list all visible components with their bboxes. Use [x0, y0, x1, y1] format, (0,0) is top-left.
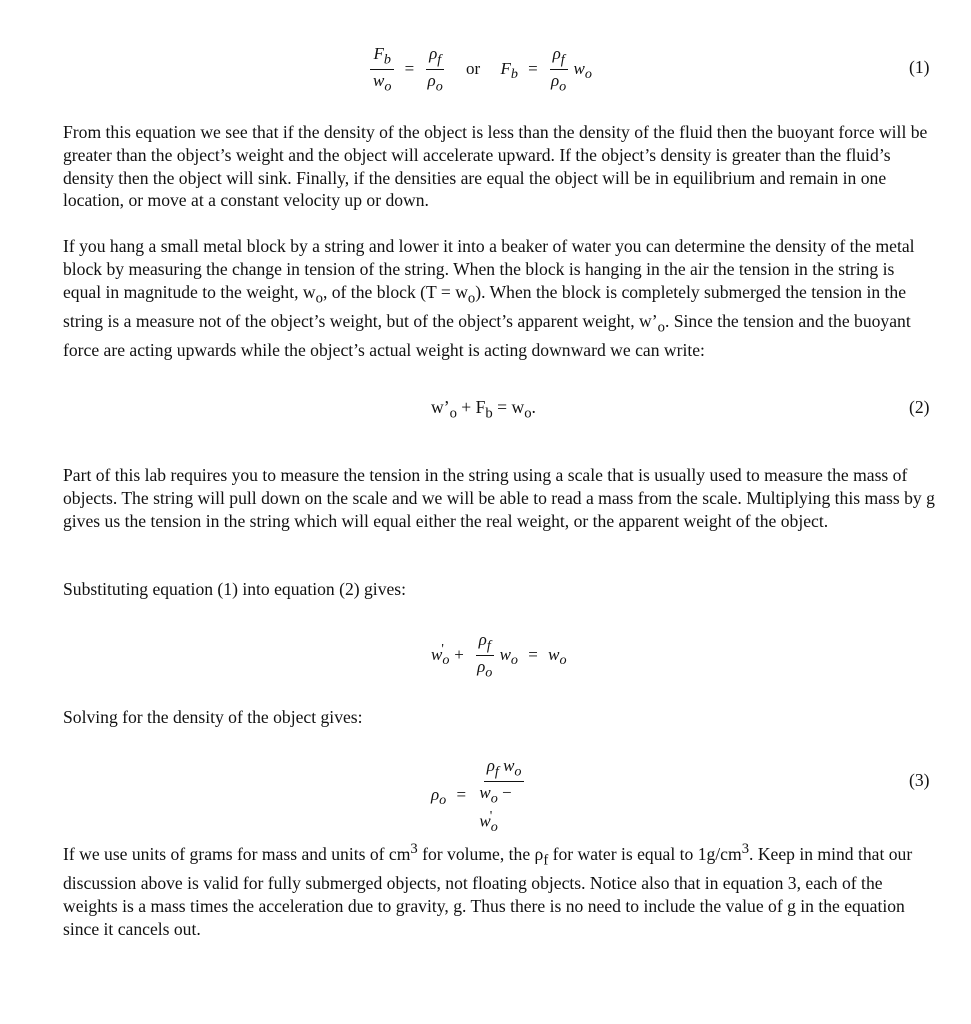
equation-2-number: (2) [909, 397, 930, 417]
paragraph-scale-measurement: Part of this lab requires you to measure the tension in the string using a scale that is usually used to measure the mass of objects. The string will pull down on the scale and we will be able to read a mass from the scale. Multiplying this mass by g gives us the tension in the string which will equal either the real weight, or the apparent weight of the object. [63, 465, 935, 531]
eq1-lhs-fraction: $\frac{F_b}{w_o}$ [370, 44, 394, 96]
paragraph-buoyancy-comparison: From this equation we see that if the density of the object is less than the density of the fluid then the buoyant force will be greater than the object’s weight and the object will accelerate upward. If the object’s density is greater than the fluid’s density then the object will sink. Finally, if the densities are equal the object will be in equilibrium and remain in one location, or move at a constant velocity up or down. [63, 122, 928, 211]
paragraph-substitution: Substituting equation (1) into equation (2) gives: [63, 579, 407, 599]
paragraph-units-note: If we use units of grams for mass and units of $cm^3$ for volume, the $\rho_f$ for water is equal to $1g/cm^3$. Keep in mind that our discussion above is valid for fully submerged objects, not floating objects. Notice also that in equation 3, each of the weights is a mass times the acceleration due to gravity, g. Thus there is no need to include the value of g in the equation since it cancels out. [63, 841, 913, 939]
eq3-fraction: $\frac{\rho_f w_o}{w_o - w_o'}$ [476, 756, 532, 836]
equation-2: $w’_o + F_b = w_o$. [431, 397, 536, 422]
eq1-or-word: or [466, 58, 481, 78]
equation-1-number: (1) [909, 57, 930, 77]
substitution-density-ratio: $\frac{\rho_f}{\rho_o}$ [477, 630, 493, 681]
eq1-density-ratio: $\frac{\rho_f}{\rho_o}$ [427, 44, 443, 95]
paragraph-tension-method: If you hang a small metal block by a string and lower it into a beaker of water you can determine the density of the metal block by measuring the change in tension of the string. When the block is hanging in the air the tension in the string is equal in magnitude to the weight, $w_o$, of the block $(T = w_o)$. When the block is completely submerged the tension in the string is a measure not of the object’s weight, but of the object’s apparent weight, $w’_o$. Since the tension and the buoyant force are acting upwards while the object’s actual weight is acting downward we can write: [63, 236, 915, 361]
eq1-rhs-density-ratio: $\frac{\rho_f}{\rho_o}$ [551, 44, 567, 95]
equation-3-number: (3) [909, 770, 930, 790]
equation-3: $\rho_o$ = $\frac{\rho_f w_o}{w_o - w_o'}$ [431, 756, 532, 836]
paragraph-solving: Solving for the density of the object gives: [63, 707, 363, 727]
equation-1: $\frac{F_b}{w_o}$ = $\frac{\rho_f}{\rho_o}$ or $F_b$ = $\frac{\rho_f}{\rho_o}$ $w_o$ [370, 44, 592, 96]
substitution-equation: $w_o'$ + $\frac{\rho_f}{\rho_o}$ $w_o = w_o$ [431, 630, 567, 681]
